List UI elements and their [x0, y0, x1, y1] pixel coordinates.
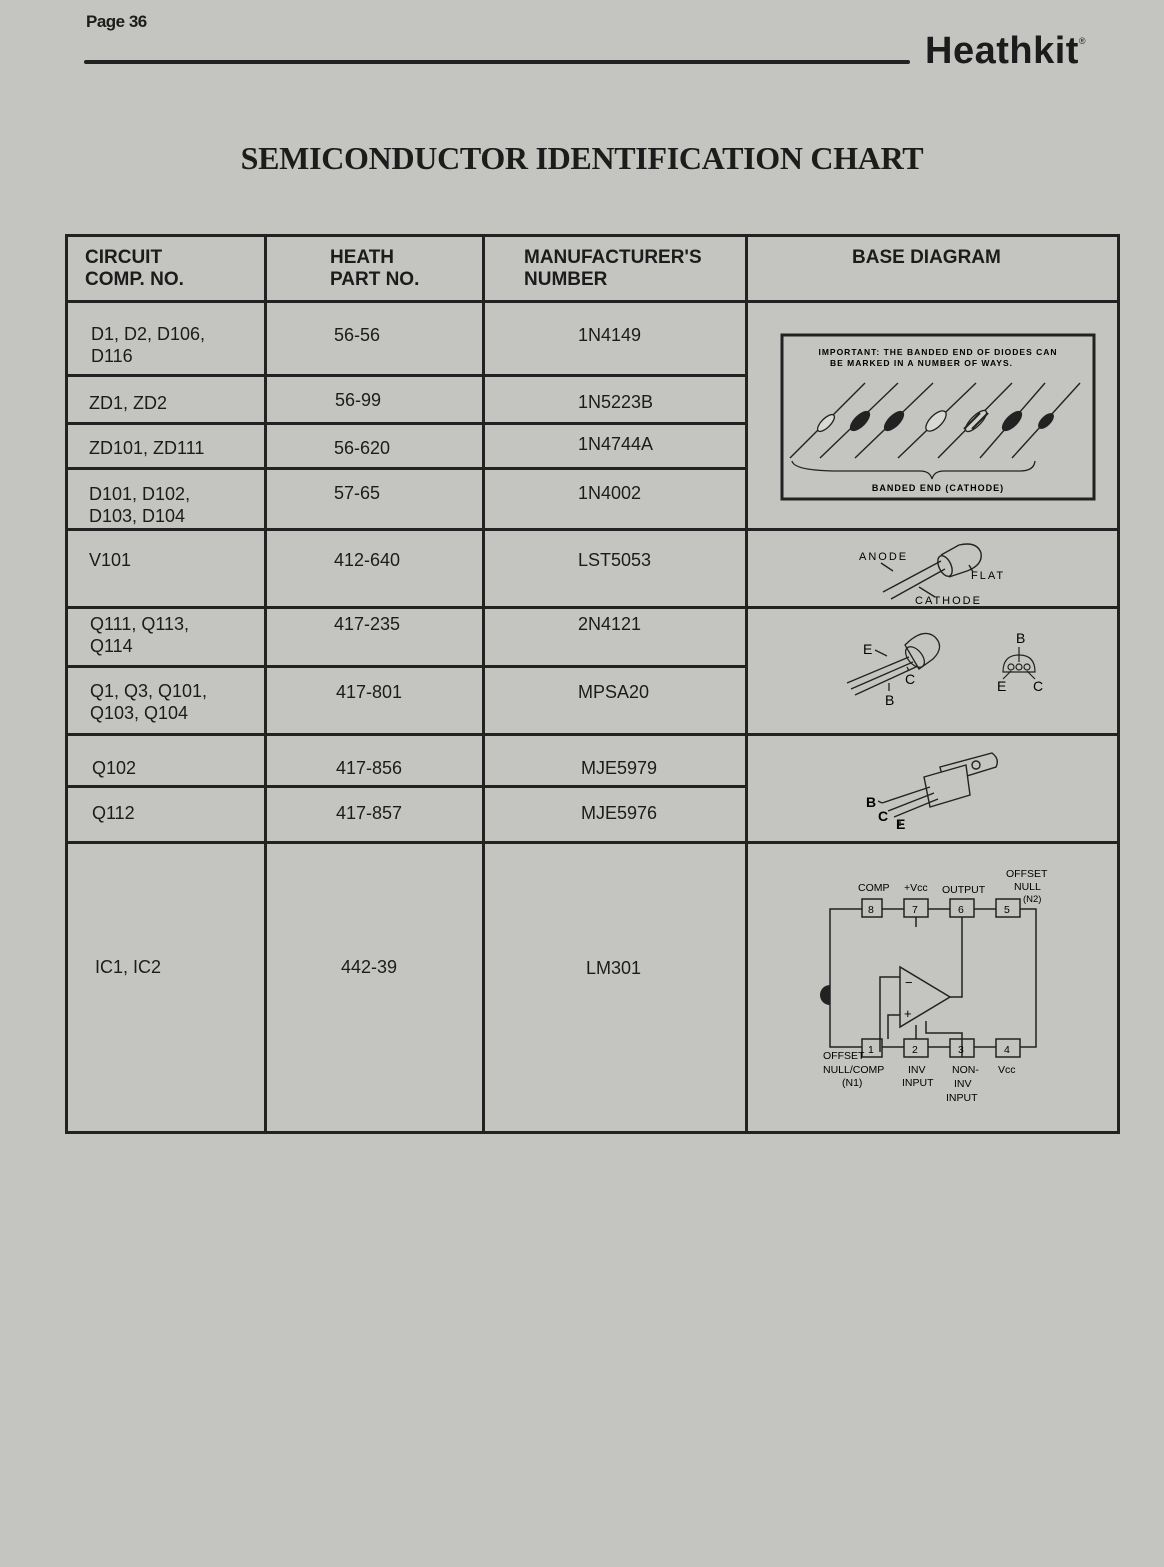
- diode-bodies: [815, 408, 1057, 435]
- heath-part-cell: 56-620: [334, 438, 391, 458]
- collector-label: C: [878, 808, 889, 824]
- row-divider: [68, 467, 745, 470]
- header-line: COMP. NO.: [85, 269, 184, 290]
- circuit-comp-cell: [89, 437, 204, 459]
- heath-part-cell: 56-99: [335, 390, 382, 410]
- cathode-label: CATHODE: [915, 595, 982, 607]
- header-rule: [84, 60, 910, 64]
- row-divider: [745, 841, 1117, 844]
- pin-label: OFFSET: [1006, 868, 1048, 880]
- manufacturer-number-cell: 2N4121: [578, 614, 642, 634]
- semiconductor-table: [65, 234, 1120, 1134]
- header-line: MANUFACTURER'S: [524, 247, 702, 268]
- heath-part-cell: 417-801: [336, 682, 403, 702]
- heath-part-cell: 57-65: [334, 483, 381, 503]
- brand-name: Heathkit: [925, 30, 1079, 72]
- pin-number: 5: [1004, 904, 1010, 916]
- circuit-comp-cell: [91, 323, 205, 367]
- circuit-comp-cell: [89, 549, 131, 571]
- row-divider: [68, 785, 745, 788]
- row-divider: [68, 665, 745, 668]
- heath-part-cell: 417-857: [336, 803, 403, 823]
- pin-label: INPUT: [946, 1092, 978, 1104]
- pin-number: 3: [958, 1044, 964, 1056]
- manufacturer-number-cell: 1N4149: [578, 325, 642, 345]
- heath-part-cell: 56-56: [334, 325, 381, 345]
- header-line: HEATH: [330, 247, 395, 268]
- page-title: SEMICONDUCTOR IDENTIFICATION CHART: [240, 140, 924, 176]
- flat-label: FLAT: [971, 570, 1006, 582]
- pin-label: NULL: [1014, 881, 1041, 893]
- row-divider: [68, 374, 745, 377]
- collector-label: C: [905, 671, 916, 687]
- ic-pinout-diagram: [818, 857, 1108, 1122]
- to92-transistor-diagram: [833, 617, 1093, 732]
- pin-number: 1: [868, 1044, 874, 1056]
- diode-note: IMPORTANT: THE BANDED END OF DIODES CAN: [818, 347, 1058, 357]
- header-line: PART NO.: [330, 269, 420, 290]
- cell-line: V101: [89, 550, 132, 570]
- row-divider: [68, 733, 745, 736]
- power-transistor-diagram: [858, 743, 1008, 833]
- manufacturer-number-cell: 1N4744A: [578, 434, 654, 454]
- header-base-diagram: [852, 247, 1001, 269]
- manufacturer-number-cell: 1N4002: [578, 483, 642, 503]
- manufacturer-number-cell: MJE5976: [581, 803, 658, 823]
- cell-line: Q102: [92, 758, 137, 778]
- cell-line: Q1, Q3, Q101,: [90, 681, 208, 701]
- diode-base-diagram: [780, 333, 1100, 503]
- pin-number: 8: [868, 904, 874, 916]
- ic-package: [830, 899, 1036, 1057]
- heath-part-cell: 417-235: [334, 614, 401, 634]
- pin-number: 7: [912, 904, 918, 916]
- cell-line: Q103, Q104: [90, 703, 189, 723]
- pin-label: OFFSET: [823, 1050, 865, 1062]
- circuit-comp-cell: [92, 802, 135, 824]
- header-manufacturer-number: [524, 247, 702, 291]
- row-divider: [745, 528, 1117, 531]
- bracket: [792, 461, 1035, 479]
- heath-part-cell: 442-39: [341, 957, 398, 977]
- column-divider: [745, 237, 748, 1131]
- circuit-comp-cell: [89, 392, 167, 414]
- page-number: Page 36: [86, 12, 147, 31]
- noninverting-symbol: +: [904, 1006, 912, 1021]
- manufacturer-number-cell: MJE5979: [581, 758, 658, 778]
- cell-line: Q114: [90, 636, 133, 656]
- pin-label: NON-: [952, 1064, 979, 1076]
- circuit-comp-cell: [92, 757, 136, 779]
- header-line: NUMBER: [524, 269, 608, 290]
- anode-label: ANODE: [859, 551, 909, 563]
- pin-number: 6: [958, 904, 964, 916]
- pin-label: INV: [908, 1064, 926, 1076]
- led-base-diagram: [853, 537, 1013, 609]
- row-divider: [68, 300, 745, 303]
- manufacturer-number-cell: LM301: [586, 958, 642, 978]
- emitter-label: E: [997, 678, 1007, 694]
- brand-logo: [925, 30, 1086, 73]
- cell-line: Q112: [92, 803, 135, 823]
- circuit-comp-cell: [89, 483, 190, 527]
- pin-number: 4: [1004, 1044, 1010, 1056]
- manufacturer-number-cell: LST5053: [578, 550, 652, 570]
- pin-number: 2: [912, 1044, 918, 1056]
- circuit-comp-cell: [95, 956, 161, 978]
- pin-label: NULL/COMP: [823, 1064, 885, 1076]
- heath-part-cell: 417-856: [336, 758, 403, 778]
- circuit-comp-cell: [90, 680, 207, 724]
- pin-label: INPUT: [902, 1077, 934, 1089]
- pin-label: Vcc: [998, 1064, 1016, 1076]
- registered-mark: ®: [1078, 36, 1087, 46]
- cell-line: D1, D2, D106,: [91, 324, 206, 344]
- pin-label: (N2): [1023, 894, 1042, 905]
- cell-line: Q111, Q113,: [90, 614, 190, 634]
- manufacturer-number-cell: 1N5223B: [578, 392, 654, 412]
- cell-line: D116: [91, 346, 133, 366]
- emitter-label: E: [896, 816, 906, 832]
- manufacturer-number-cell: MPSA20: [578, 682, 650, 702]
- emitter-label: E: [863, 641, 873, 657]
- bottom-view: [1003, 647, 1035, 679]
- pin-label: COMP: [858, 882, 890, 894]
- cell-line: D103, D104: [89, 506, 186, 526]
- inverting-symbol: −: [905, 975, 913, 990]
- pin-label: OUTPUT: [942, 884, 986, 896]
- cell-line: D101, D102,: [89, 484, 191, 504]
- base-label: B: [1016, 630, 1026, 646]
- heath-part-cell: 412-640: [334, 550, 401, 570]
- cell-line: ZD101, ZD111: [89, 438, 205, 458]
- row-divider: [68, 841, 745, 844]
- row-divider: [68, 606, 745, 609]
- pin1-notch: [820, 985, 830, 1005]
- cell-line: IC1, IC2: [95, 957, 162, 977]
- cell-line: ZD1, ZD2: [89, 393, 168, 413]
- base-label: B: [885, 692, 895, 708]
- circuit-comp-cell: [90, 613, 189, 657]
- collector-label: C: [1033, 678, 1044, 694]
- diode-caption: BANDED END (CATHODE): [871, 483, 1005, 493]
- row-divider: [745, 300, 1117, 303]
- pin-label: INV: [954, 1078, 972, 1090]
- header-circuit-comp-no: [85, 247, 184, 291]
- diode-note: BE MARKED IN A NUMBER OF WAYS.: [830, 358, 1014, 368]
- header-line: CIRCUIT: [85, 247, 163, 268]
- pin-label: +Vcc: [904, 882, 928, 894]
- row-divider: [68, 422, 745, 425]
- header-line: BASE DIAGRAM: [852, 247, 1001, 268]
- column-divider: [482, 237, 485, 1131]
- column-divider: [264, 237, 267, 1131]
- row-divider: [745, 733, 1117, 736]
- base-label: B: [866, 794, 877, 810]
- row-divider: [68, 528, 745, 531]
- to92-body: [847, 633, 940, 695]
- pin-label: (N1): [842, 1077, 863, 1089]
- header-heath-part-no: [330, 247, 419, 291]
